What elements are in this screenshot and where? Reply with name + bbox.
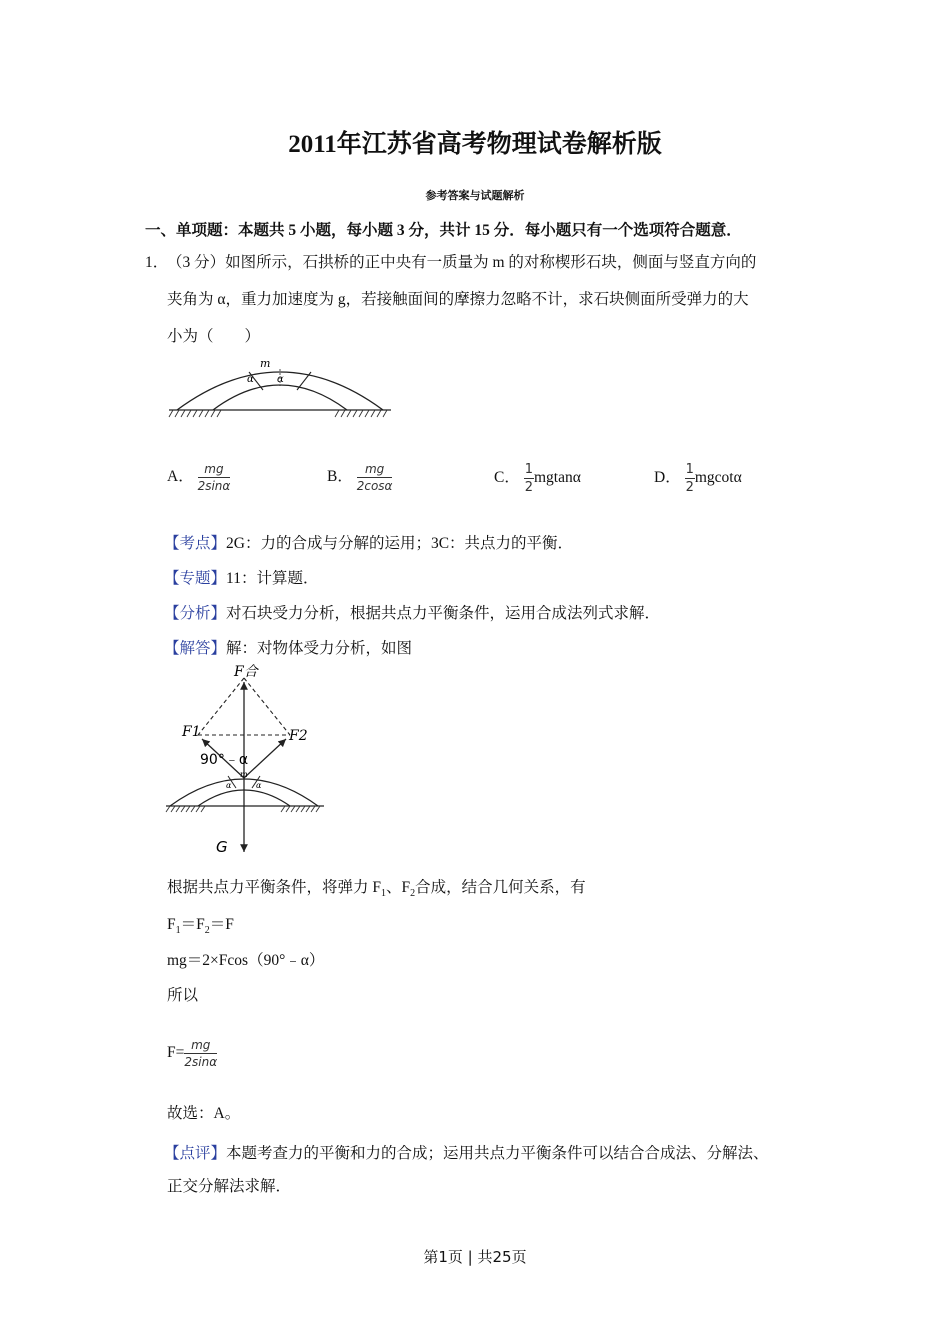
- zhuanti-text: 11：计算题．: [226, 570, 319, 587]
- zhuanti-row: [164, 566, 318, 588]
- dianping-line-2: 正交分解法求解．: [167, 1178, 292, 1195]
- question-line-2: 夹角为 α，重力加速度为 g，若接触面间的摩擦力忽略不计，求石块侧面所受弹力的大: [167, 291, 749, 308]
- question-line-1: （3 分）如图所示，石拱桥的正中央有一质量为 m 的对称楔形石块，侧面与竖直方向的: [167, 254, 757, 271]
- alpha-small-left: α: [226, 781, 232, 790]
- jieda-text: 解：对物体受力分析，如图: [226, 640, 413, 657]
- solution-line-2-a: F: [167, 916, 176, 933]
- f1-label: F1: [182, 724, 201, 740]
- page-title: 2011年江苏省高考物理试卷解析版: [288, 131, 662, 158]
- solution-line-2-c: ＝F: [209, 916, 234, 933]
- solution-line-1-b: 、F: [386, 879, 411, 896]
- option-b-numerator: mg: [357, 462, 393, 478]
- kaodian-row: [164, 531, 573, 553]
- f2-label: F2: [289, 728, 308, 744]
- zhuanti-tag: 【专题】: [164, 570, 227, 587]
- option-b[interactable]: [327, 462, 392, 493]
- option-a-letter: A．: [167, 468, 194, 486]
- gravity-label: G: [216, 838, 228, 856]
- dianping-text: 本题考查力的平衡和力的合成；运用共点力平衡条件可以结合合成法、分解法、: [226, 1145, 769, 1162]
- option-c-letter: C．: [494, 469, 520, 487]
- question-number: 1．: [145, 254, 169, 271]
- solution-line-2: [167, 915, 234, 941]
- mass-small-label: m: [240, 770, 248, 779]
- option-a-numerator: mg: [198, 462, 231, 478]
- option-b-denominator: 2cosα: [356, 479, 393, 493]
- option-d-text: mgcotα: [694, 469, 742, 487]
- option-c[interactable]: [494, 462, 581, 495]
- option-c-fraction: [524, 462, 534, 495]
- option-b-fraction: [357, 462, 393, 493]
- alpha-right-label: α: [277, 374, 284, 385]
- result-prefix: F=: [167, 1044, 185, 1062]
- option-d[interactable]: [654, 462, 742, 495]
- kaodian-text: 2G：力的合成与分解的运用；3C：共点力的平衡．: [226, 535, 574, 552]
- angle-label: 90°﹣α: [200, 752, 249, 768]
- option-b-letter: B．: [327, 468, 353, 486]
- solution-line-2-sub1: 1: [175, 925, 181, 937]
- option-d-numerator: 1: [685, 462, 694, 477]
- page-footer: 第1页 | 共25页: [423, 1248, 527, 1266]
- fenxi-tag: 【分析】: [164, 605, 227, 622]
- solution-line-2-b: ＝F: [180, 916, 205, 933]
- option-c-numerator: 1: [524, 462, 533, 477]
- solution-line-2-sub2: 2: [204, 925, 210, 937]
- force-diagram-figure: [162, 660, 332, 860]
- option-d-fraction: [685, 462, 695, 495]
- kaodian-tag: 【考点】: [164, 535, 227, 552]
- option-a[interactable]: [167, 462, 230, 493]
- choice-line: 故选：A。: [167, 1105, 241, 1122]
- dianping-row: [164, 1141, 769, 1163]
- option-d-letter: D．: [654, 469, 681, 487]
- question-line-3: 小为（ ）: [167, 328, 261, 345]
- jieda-tag: 【解答】: [164, 640, 227, 657]
- dianping-tag: 【点评】: [164, 1145, 227, 1162]
- solution-line-4: 所以: [167, 987, 199, 1004]
- solution-result: [167, 1038, 217, 1069]
- jieda-row: [164, 636, 412, 658]
- solution-line-1-c: 合成，结合几何关系，有: [415, 879, 586, 896]
- option-c-denominator: 2: [524, 480, 533, 495]
- result-denominator: 2sinα: [184, 1055, 218, 1069]
- solution-line-1: [167, 878, 586, 904]
- alpha-small-right: α: [256, 781, 262, 790]
- page-subtitle: 参考答案与试题解析: [425, 190, 525, 202]
- solution-line-1-sub1: 1: [381, 888, 386, 900]
- f-he-label: F合: [234, 664, 258, 680]
- fenxi-row: [164, 601, 660, 623]
- option-a-fraction: [198, 462, 231, 493]
- option-c-text: mgtanα: [534, 469, 581, 487]
- result-numerator: mg: [184, 1038, 217, 1054]
- fenxi-text: 对石块受力分析，根据共点力平衡条件，运用合成法列式求解．: [226, 605, 661, 622]
- option-d-denominator: 2: [685, 480, 694, 495]
- option-a-denominator: 2sinα: [197, 479, 231, 493]
- arch-bridge-figure: [165, 352, 395, 424]
- solution-line-1-sub2: 2: [410, 888, 416, 900]
- section-heading: 一、单项题：本题共 5 小题，每小题 3 分，共计 15 分．每小题只有一个选项符合题意．: [145, 222, 742, 239]
- alpha-left-label: α: [247, 374, 254, 385]
- solution-line-3: mg＝2×Fcos（90°﹣α）: [167, 952, 325, 969]
- solution-line-1-a: 根据共点力平衡条件，将弹力 F: [167, 879, 381, 896]
- mass-label: m: [260, 357, 271, 370]
- result-fraction: [184, 1038, 217, 1069]
